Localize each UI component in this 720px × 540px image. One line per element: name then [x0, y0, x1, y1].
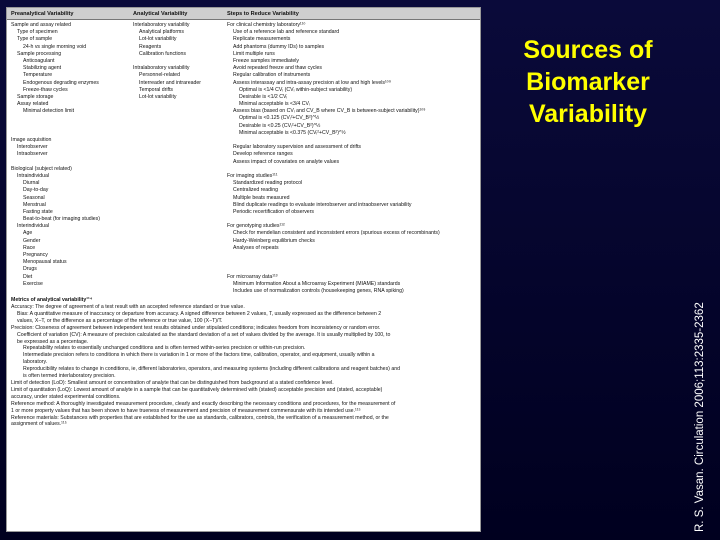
metrics-line: Intermediate precision refers to conditions in which there is variation in 1 or more of the factors time, calibration, operator, and equipment, usually within a [23, 352, 375, 359]
steps-row: Develop reference ranges [233, 151, 293, 158]
analytical-row: Lot-lot variability [139, 36, 177, 43]
preanalytical-row: Interobserver [17, 144, 48, 151]
steps-row: Optimal is <1/4 CVᵢ (CVᵢ within-subject variability) [239, 86, 353, 93]
steps-row: For genotyping studies¹¹² [227, 223, 285, 230]
header-steps: Steps to Reduce Variability [227, 10, 299, 17]
preanalytical-row: Interindividual [17, 223, 50, 230]
preanalytical-column [7, 22, 129, 295]
preanalytical-row: Gender [23, 237, 41, 244]
preanalytical-row: Fasting state [23, 208, 53, 215]
steps-row: Regular calibration of instruments [233, 72, 311, 79]
preanalytical-row: Diurnal [23, 180, 40, 187]
metrics-line: Reference method: A thoroughly investigated measurement procedure, clearly and exactly describing the necessary conditions and procedures, for the measurement of [11, 400, 396, 407]
steps-column [223, 22, 480, 295]
steps-row: Blind duplicate readings to evaluate interobserver and intraobserver variability [233, 201, 412, 208]
citation-credit: R. S. Vasan. Circulation 2006;113:2335-2362 [694, 302, 706, 532]
metrics-line: Reproducibility relates to change in conditions, ie, different laboratories, operators, and measuring systems (including different calibrations and reagent batches) and [23, 366, 400, 373]
title-line: Biomarker [526, 68, 650, 96]
steps-row: Analyses of repeats [233, 244, 279, 251]
metrics-line: be expressed as a percentage. [17, 338, 89, 345]
steps-row: Minimum Information About a Microarray Experiment (MIAME) standards [233, 280, 401, 287]
steps-row: Desirable is <0.25 (CVᵢ²+CV_B²)^½ [239, 122, 321, 129]
steps-row: Replicate measurements [233, 36, 291, 43]
steps-row: Add phantoms (dummy IDs) to samples [233, 43, 325, 50]
preanalytical-row: Menopausal status [23, 259, 67, 266]
preanalytical-row [7, 123, 129, 130]
steps-row: Standardized reading protocol [233, 180, 303, 187]
preanalytical-row: 24-h vs single morning void [23, 43, 87, 50]
metrics-line: Bias: A quantitative measure of inaccuracy or departure from accuracy. A signed difference between 2 values, T, usually expressed as the difference between 2 [17, 310, 382, 317]
preanalytical-row: Seasonal [23, 194, 45, 201]
steps-row: Periodic recertification of observers [233, 208, 315, 215]
preanalytical-row: Age [23, 230, 33, 237]
preanalytical-row: Freeze-thaw cycles [23, 86, 68, 93]
steps-row: For clinical chemistry laboratory¹¹⁰ [227, 22, 306, 28]
analytical-row: Temporal drifts [139, 86, 174, 93]
steps-row: Assess bias (based on CVᵢ and CV_B where CV_B is between-subject variability)¹⁰⁹ [233, 108, 426, 115]
metrics-line: assignment of values.¹¹⁵ [11, 421, 67, 428]
metrics-line: Metrics of analytical variability¹¹⁴ [11, 297, 93, 304]
metrics-line: is often termed interlaboratory precision. [23, 373, 116, 380]
preanalytical-row: Assay related [17, 101, 49, 108]
header-analytical: Analytical Variability [133, 10, 188, 17]
metrics-line: Reference materials: Substances with properties that are established for the use as standards, calibrators, controls, the verification of a measurement method, or the [11, 414, 389, 421]
preanalytical-row: Intraindividual [17, 172, 50, 179]
steps-row: Assess interassay and intra-assay precision at low and high levels¹⁰⁹ [233, 79, 391, 86]
metrics-line: laboratory. [23, 359, 48, 366]
analytical-row: Analytical platforms [139, 29, 184, 36]
variability-table-document [6, 7, 481, 532]
slide-title [498, 34, 678, 130]
preanalytical-row: Sample and assay related [11, 22, 71, 28]
table-body [7, 20, 480, 295]
steps-row [223, 216, 480, 223]
preanalytical-row: Intraobserver [17, 151, 48, 158]
analytical-row: Interlaboratory variability [133, 22, 190, 28]
metrics-line: Coefficient of variation (CV): A measure of precision calculated as the standard deviation of a set of values divided by the average. It is usually multiplied by 100, to [17, 331, 391, 338]
steps-row: Use of a reference lab and reference standard [233, 29, 340, 36]
steps-row: For microarray data¹¹³ [227, 273, 278, 280]
header-preanalytical: Preanalytical Variability [11, 10, 74, 17]
steps-row: Avoid repeated freeze and thaw cycles [233, 65, 323, 72]
metrics-line: accuracy, under stated experimental conditions. [11, 393, 121, 400]
preanalytical-row: Race [23, 244, 36, 251]
analytical-row: Interreader and intrareader [139, 79, 201, 86]
analytical-row: Personnel-related [139, 72, 180, 79]
steps-row: Minimal acceptable is <3/4 CVᵢ [239, 101, 310, 108]
steps-row: Limit multiple runs [233, 50, 275, 57]
preanalytical-row: Diet [23, 273, 33, 280]
steps-row [223, 166, 480, 173]
metrics-line: Repeatability relates to essentially unchanged conditions and is often termed within-series precision or within-run precision. [23, 345, 306, 352]
steps-row: Multiple beats measured [233, 194, 290, 201]
analytical-row: Reagents [139, 43, 162, 50]
analytical-row: Intralaboratory variability [133, 65, 190, 72]
preanalytical-row: Stabilizing agent [23, 65, 62, 72]
preanalytical-row: Biological (subject related) [11, 165, 72, 172]
steps-row: Desirable is <1/2 CVᵢ [239, 93, 288, 100]
preanalytical-row: Menstrual [23, 201, 46, 208]
steps-row: Check for mendelian consistent and inconsistent errors (spurious excess of recombinants) [233, 230, 440, 237]
preanalytical-row: Beat-to-beat (for imaging studies) [23, 216, 100, 223]
steps-row: Minimal acceptable is <0.375 (CVᵢ²+CV_B²)^½ [239, 129, 346, 136]
preanalytical-row: Anticoagulant [23, 57, 55, 64]
metrics-line: Accuracy: The degree of agreement of a test result with an accepted reference standard or true value. [11, 304, 245, 311]
steps-row: For imaging studies¹¹¹ [227, 172, 278, 179]
preanalytical-row: Endogenous degrading enzymes [23, 79, 99, 86]
metrics-line: Limit of detection (LoD): Smallest amount or concentration of analyte that can be distinguished from background at a stated confidence level. [11, 380, 334, 386]
metrics-line: Limit of quantitation (LoQ): Lowest amount of analyte in a sample that can be quantitatively determined with (stated) acceptable precision and (stated, acceptable) [11, 386, 383, 393]
title-line: Sources of [523, 36, 653, 64]
preanalytical-row [7, 159, 129, 166]
preanalytical-row: Sample storage [17, 93, 54, 100]
preanalytical-row: Minimal detection limit [23, 108, 75, 115]
steps-row: Freeze samples immediately [233, 57, 300, 64]
preanalytical-row: Type of sample [17, 36, 53, 43]
analytical-row [129, 58, 223, 65]
steps-row [223, 252, 480, 259]
table-header-row [7, 8, 480, 20]
steps-row: Includes use of normalization controls (housekeeping genes, RNA spiking) [233, 287, 404, 294]
preanalytical-row: Sample processing [17, 50, 62, 57]
steps-row [223, 137, 480, 144]
preanalytical-row [7, 115, 129, 122]
preanalytical-row: Day-to-day [23, 187, 49, 194]
metrics-line: 1 or more property values that has been shown to have trueness of measurement and precision of measurement commensurate with its intended use.¹¹⁵ [11, 407, 361, 414]
title-line: Variability [528, 100, 648, 128]
steps-row [223, 259, 480, 266]
steps-row: Assess impact of covariates on analyte values [233, 158, 340, 165]
steps-row: Hardy-Weinberg equilibrium checks [233, 237, 315, 244]
preanalytical-row [7, 130, 129, 137]
preanalytical-row: Type of specimen [17, 29, 58, 36]
analytical-column [129, 22, 223, 295]
analytical-row: Lot-lot variability [139, 93, 177, 100]
metrics-section [7, 295, 480, 428]
metrics-line: values, X−T, or the difference as a percentage of the reference or true value, 100 (X−T)/T. [17, 317, 223, 324]
steps-row: Optimal is <0.125 (CVᵢ²+CV_B²)^½ [239, 115, 320, 122]
preanalytical-row: Exercise [23, 280, 43, 287]
steps-row: Regular laboratory supervision and assessment of drifts [233, 144, 362, 151]
analytical-row: Calibration functions [139, 50, 187, 57]
preanalytical-row: Drugs [23, 266, 37, 273]
steps-row: Centralized reading [233, 187, 278, 194]
preanalytical-row: Temperature [23, 72, 53, 79]
steps-row [223, 266, 480, 273]
preanalytical-row: Pregnancy [23, 252, 48, 258]
preanalytical-row: Image acquisition [11, 137, 52, 143]
metrics-line: Precision: Closeness of agreement between independent test results obtained under stipulated conditions; indicates freedom from inconsistency or random error. [11, 324, 381, 331]
